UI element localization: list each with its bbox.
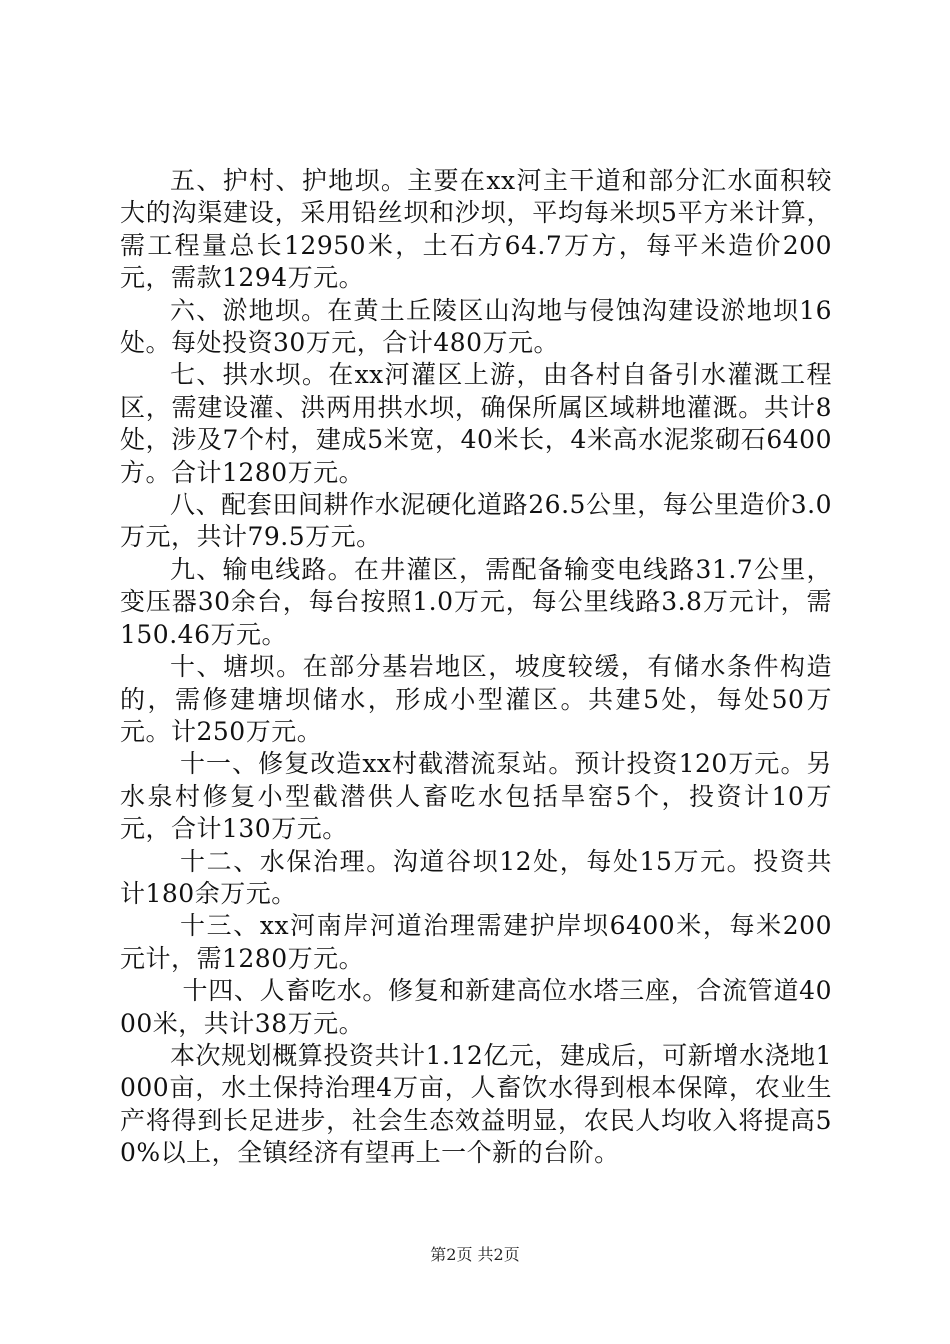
paragraph-12-soil-conservation: 十二、水保治理。沟道谷坝12处，每处15万元。投资共计180余万元。 [120,846,832,908]
paragraph-11-pump-station: 十一、修复改造xx村截潜流泵站。预计投资120万元。另水泉村修复小型截潜供人畜吃水包括旱窑5个，投资计10万元，合计130万元。 [120,749,832,844]
paragraph-13-river-bank: 十三、xx河南岸河道治理需建护岸坝6400米，每米200元计，需1280万元。 [120,911,832,973]
paragraph-8-road: 八、配套田间耕作水泥硬化道路26.5公里，每公里造价3.0万元，共计79.5万元。 [120,490,832,552]
document-body [120,165,832,1170]
paragraph-9-power-line: 九、输电线路。在井灌区，需配备输变电线路31.7公里，变压器30余台，每台按照1.0万元，每公里线路3.8万元计，需150.46万元。 [120,554,832,649]
paragraph-6-silt-dam: 六、淤地坝。在黄土丘陵区山沟地与侵蚀沟建设淤地坝16处。每处投资30万元，合计480万元。 [120,295,832,358]
paragraph-7-arch-dam: 七、拱水坝。在xx河灌区上游，由各村自备引水灌溉工程区，需建设灌、洪两用拱水坝，确保所属区域耕地灌溉。共计8处，涉及7个村，建成5米宽，40米长，4米高水泥浆砌石6400方。合计1280万元。 [120,360,832,487]
page-number-footer: 第2页 共2页 [430,1245,520,1264]
paragraph-14-drinking-water: 十四、人畜吃水。修复和新建高位水塔三座，合流管道4000米，共计38万元。 [120,976,832,1038]
paragraph-summary: 本次规划概算投资共计1.12亿元，建成后，可新增水浇地1000亩，水土保持治理4万亩，人畜饮水得到根本保障，农业生产将得到长足进步，社会生态效益明显，农民人均收入将提高50%以上，全镇经济有望再上一个新的台阶。 [120,1040,832,1168]
paragraph-10-pond-dam: 十、塘坝。在部分基岩地区，坡度较缓，有储水条件构造的，需修建塘坝储水，形成小型灌区。共建5处，每处50万元。计250万元。 [120,652,832,746]
paragraph-5-embankment: 五、护村、护地坝。主要在xx河主干道和部分汇水面积较大的沟渠建设，采用铅丝坝和沙坝，平均每米坝5平方米计算，需工程量总长12950米，土石方64.7万方，每平米造价200元，需款1294万元。 [120,166,832,293]
